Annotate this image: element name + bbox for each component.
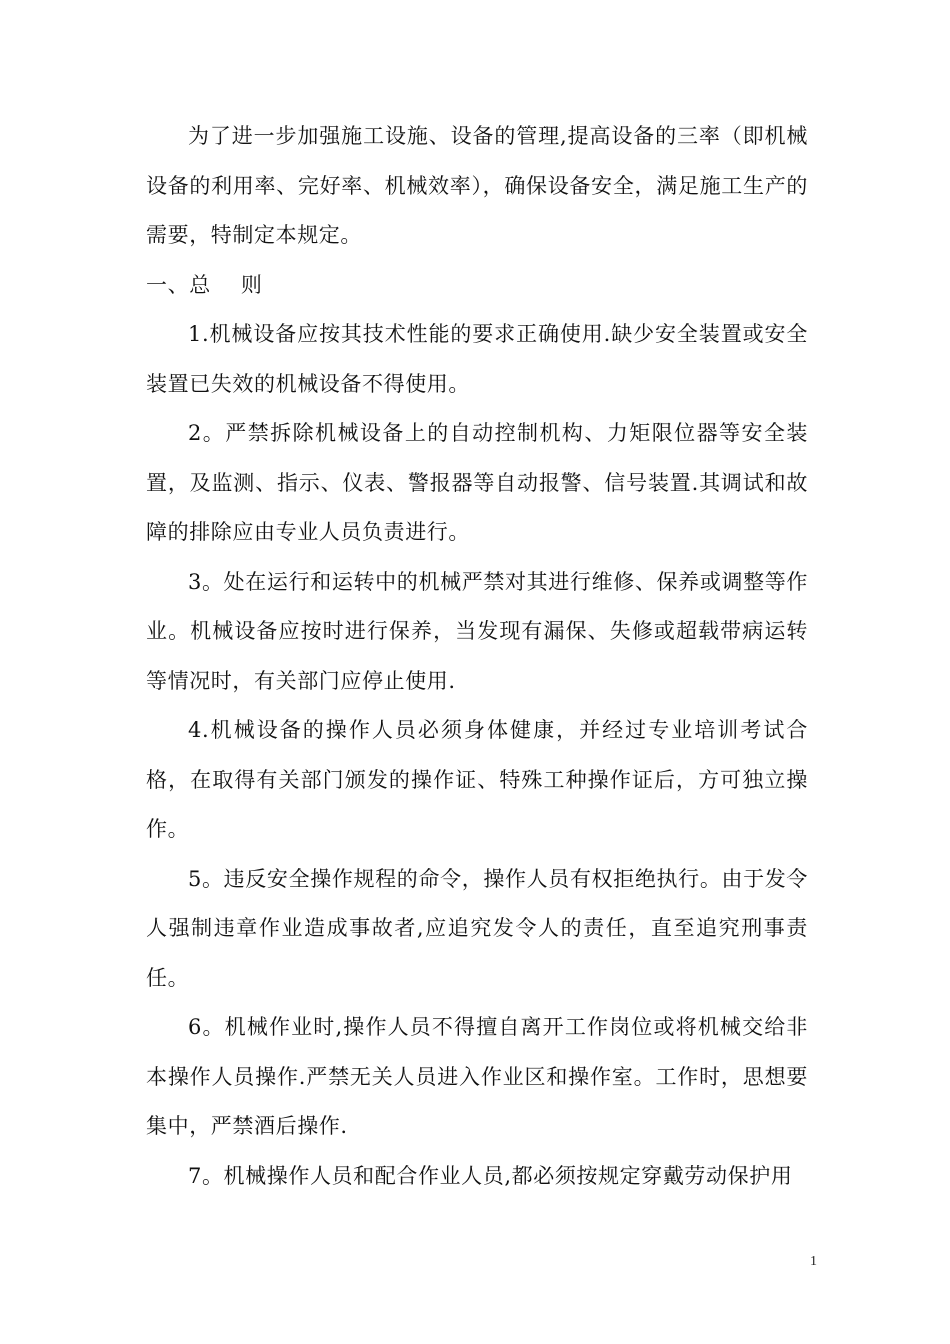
rule-item-7: 7。机械操作人员和配合作业人员,都必须按规定穿戴劳动保护用 <box>188 1163 793 1188</box>
section-heading-suffix: 则 <box>240 272 263 297</box>
rule-item-1: 1.机械设备应按其技术性能的要求正确使用.缺少安全装置或安全装置已失效的机械设备不得使用。 <box>146 322 808 396</box>
intro-paragraph: 为了进一步加强施工设施、设备的管理,提高设备的三率（即机械设备的利用率、完好率、机械效率），确保设备安全，满足施工生产的需要，特制定本规定。 <box>146 124 808 247</box>
document-body <box>146 112 808 1201</box>
page-number: 1 <box>810 1254 817 1269</box>
rule-item-3: 3。处在运行和运转中的机械严禁对其进行维修、保养或调整等作业。机械设备应按时进行保养，当发现有漏保、失修或超载带病运转等情况时，有关部门应停止使用. <box>146 569 808 693</box>
rule-item-5: 5。违反安全操作规程的命令，操作人员有权拒绝执行。由于发令人强制违章作业造成事故者,应追究发令人的责任，直至追究刑事责任。 <box>146 866 808 990</box>
rule-item-2: 2。严禁拆除机械设备上的自动控制机构、力矩限位器等安全装置，及监测、指示、仪表、警报器等自动报警、信号装置.其调试和故障的排除应由专业人员负责进行。 <box>146 421 808 544</box>
section-heading <box>146 261 808 311</box>
rule-item-6: 6。机械作业时,操作人员不得擅自离开工作岗位或将机械交给非本操作人员操作.严禁无关人员进入作业区和操作室。工作时，思想要集中，严禁酒后操作. <box>146 1015 808 1138</box>
section-heading-prefix: 一、总 <box>146 272 211 297</box>
rule-item-4: 4.机械设备的操作人员必须身体健康，并经过专业培训考试合格，在取得有关部门颁发的操作证、特殊工种操作证后，方可独立操作。 <box>146 718 808 841</box>
